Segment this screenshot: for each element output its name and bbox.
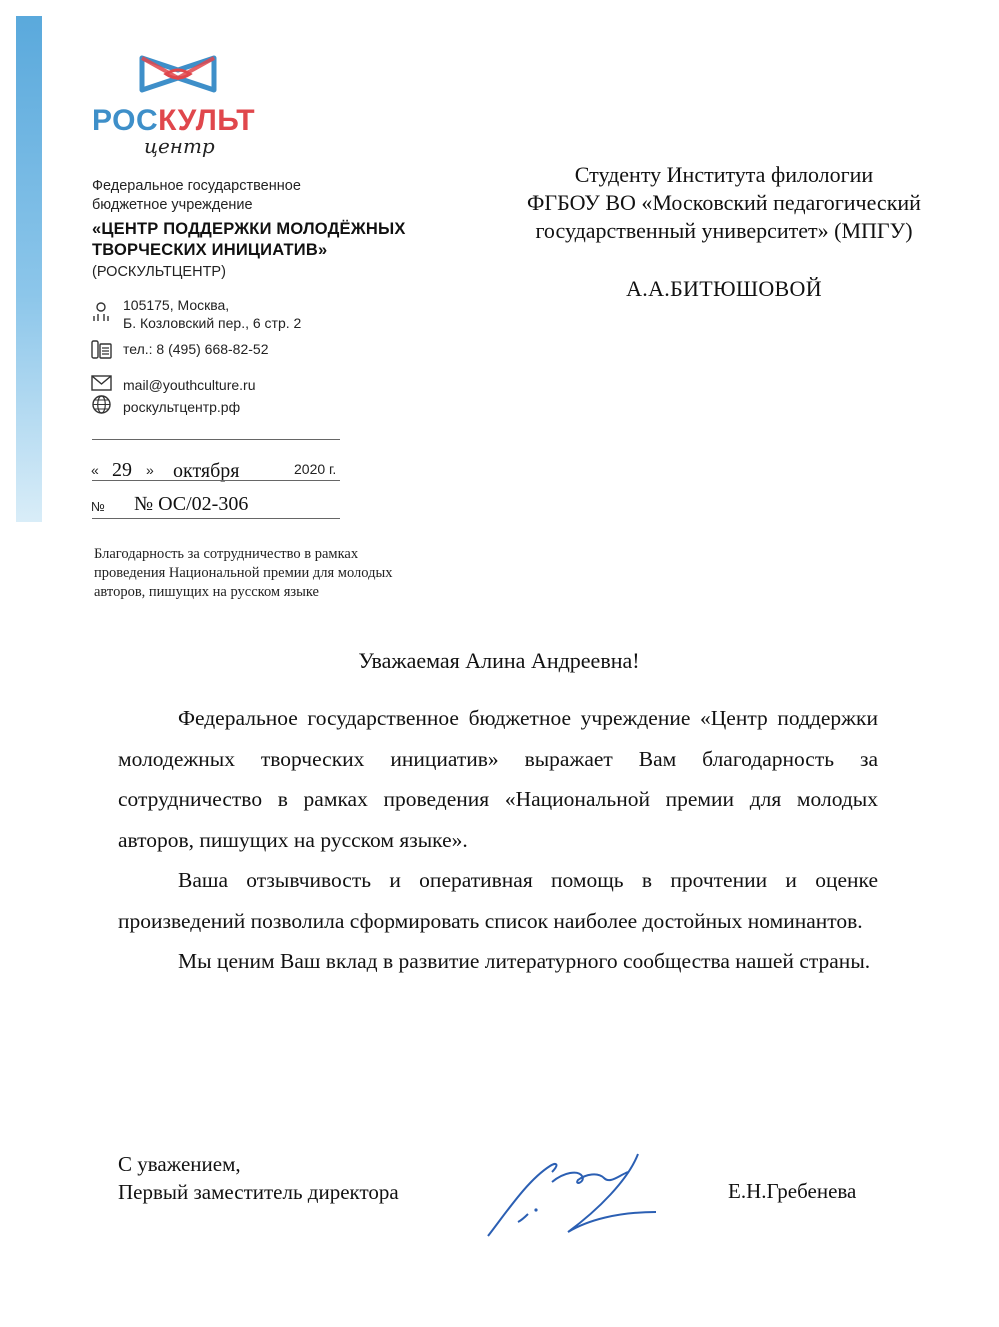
ribbon-bow-logo-icon [138,52,218,96]
website-link[interactable]: роскультцентр.рф [123,399,241,415]
number-field [90,493,342,519]
letter-body [118,698,878,982]
logo-word-part2: КУЛЬТ [158,104,256,137]
signer-name: Е.Н.Гребенева [728,1179,857,1203]
date-year: 2020 г. [294,461,337,477]
addressee-line-1: Студенту Института филологии [574,162,874,187]
org-line-1: Федеральное государственное [92,178,301,194]
org-line-2: бюджетное учреждение [92,197,253,213]
globe-icon [90,394,114,416]
date-close-quote: » [146,462,154,478]
subject-line-1: Благодарность за сотрудничество в рамках [94,546,359,562]
roskult-logo [90,52,265,164]
addressee-line-2: ФГБОУ ВО «Московский педагогический [527,190,921,215]
location-pin-icon [90,301,114,323]
closing-line-2: Первый заместитель директора [118,1180,399,1204]
header-divider [92,439,340,440]
date-month: октября [173,460,240,482]
salutation: Уважаемая Алина Андреевна! [358,648,640,673]
addressee-name: А.А.БИТЮШОВОЙ [626,276,822,301]
phone-icon [90,339,114,361]
decorative-side-bar [16,16,42,522]
body-paragraph-3: Мы ценим Ваш вклад в развитие литературного сообщества нашей страны. [178,949,871,973]
subject-block [94,545,454,602]
closing-block [118,1150,399,1206]
number-underline [92,518,340,519]
date-underline [92,480,340,481]
address-line-2: Б. Козловский пер., 6 стр. 2 [123,315,302,331]
subject-line-3: авторов, пишущих на русском языке [94,584,319,600]
logo-word-part1: РОС [92,104,159,137]
org-short-name: (РОСКУЛЬТЦЕНТР) [92,264,226,280]
closing-line-1: С уважением, [118,1152,241,1176]
number-value: № ОС/02-306 [134,493,249,515]
date-day: 29 [112,459,132,481]
handwritten-signature [478,1150,668,1245]
number-printed-label: № [91,499,105,514]
org-name-line-1: «ЦЕНТР ПОДДЕРЖКИ МОЛОДЁЖНЫХ [92,220,406,238]
email-link[interactable]: mail@youthculture.ru [123,377,256,393]
org-name-line-2: ТВОРЧЕСКИХ ИНИЦИАТИВ» [92,241,328,259]
body-paragraph-2: Ваша отзывчивость и оперативная помощь в прочтении и оценке произведений позволила сформировать список наиболее достойных номинантов. [118,868,878,933]
logo-script-text: центр [144,134,215,158]
subject-line-2: проведения Национальной премии для молодых [94,565,393,581]
phone-text: тел.: 8 (495) 668-82-52 [123,341,269,357]
body-paragraph-1: Федеральное государственное бюджетное учреждение «Центр поддержки молодежных творческих инициатив» выражает Вам благодарность за сотрудничество в рамках проведения «Национальной премии для молодых авторов, пишущих на русском языке». [118,706,878,852]
logo-wordmark [92,104,255,138]
date-open-quote: « [91,462,99,478]
envelope-icon [90,373,114,395]
address-line-1: 105175, Москва, [123,297,230,313]
addressee-block [500,161,948,303]
addressee-line-3: государственный университет» (МПГУ) [535,218,913,243]
date-field [90,459,342,485]
org-block [92,177,406,282]
